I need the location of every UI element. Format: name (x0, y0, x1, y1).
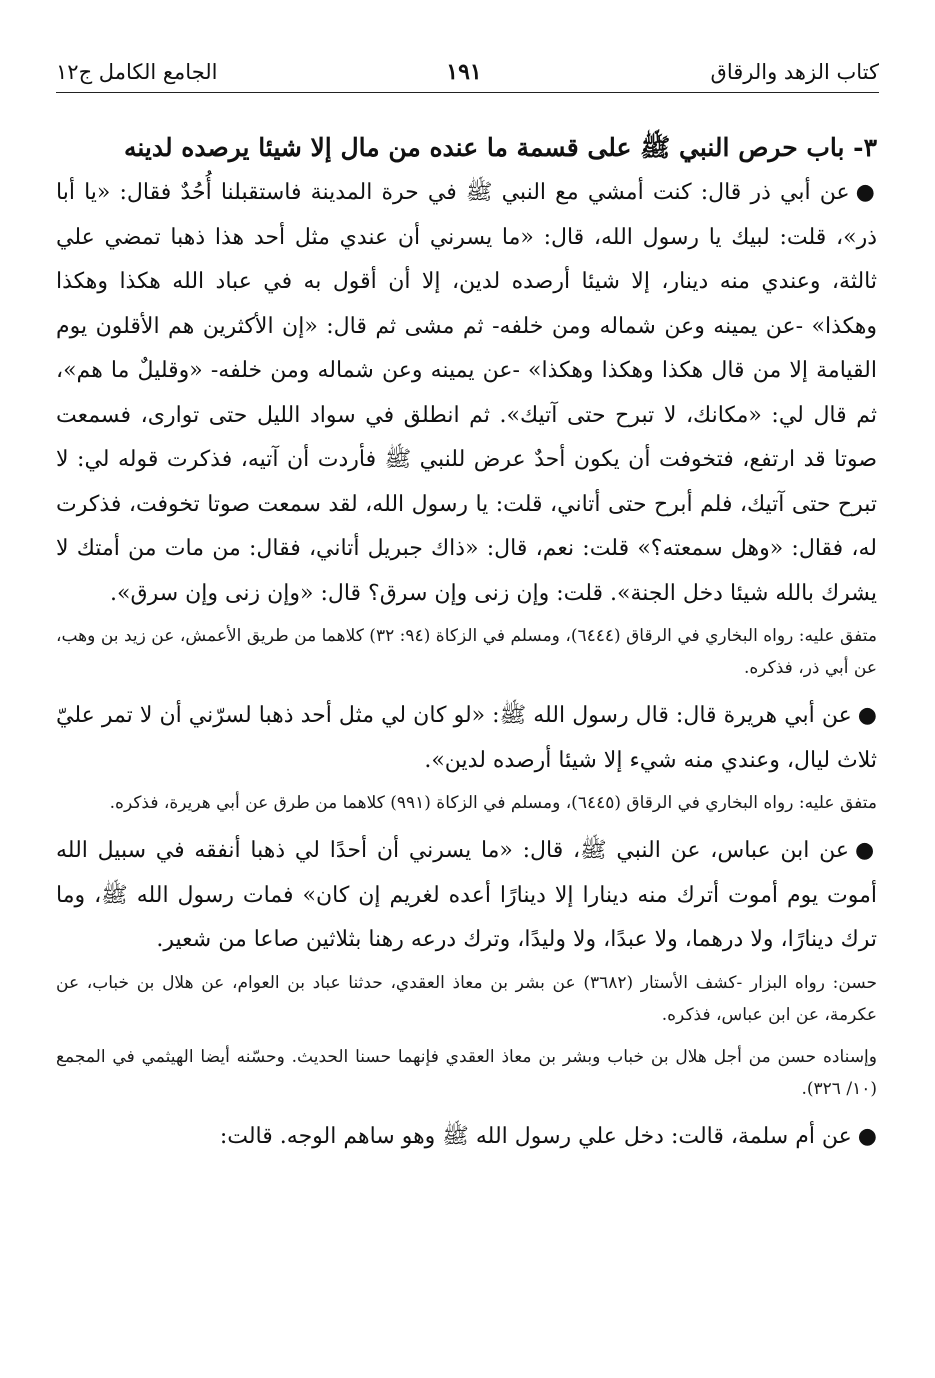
takhrij-note: وإسناده حسن من أجل هلال بن خباب وبشر بن معاذ العقدي فإنهما حسنا الحديث. وحسّنه أيضا الهيثمي في المجمع (١٠/ ٣٢٦). (56, 1046, 877, 1099)
hadith-body: عن أبي ذر قال: كنت أمشي مع النبي ﷺ في حرة المدينة فاستقبلنا أُحُدٌ فقال: «يا أبا ذر»، قلت: لبيك يا رسول الله، قال: «ما يسرني أن عندي مثل أحد هذا ذهبا تمضي علي ثالثة، وعندي منه دينار، إلا شيئا أرصده لدين، إلا أن أقول به في عباد الله هكذا وهكذا وهكذا» -عن يمينه وعن شماله ومن خلفه- ثم مشى ثم قال: «إن الأكثرين هم الأقلون يوم القيامة إلا من قال هكذا وهكذا وهكذا» -عن يمينه وعن شماله ومن خلفه- «وقليلٌ ما هم»، ثم قال لي: «مكانك، لا تبرح حتى آتيك». ثم انطلق في سواد الليل حتى توارى، فسمعت صوتا قد ارتفع، فتخوفت أن يكون أحدٌ عرض للنبي ﷺ فأردت أن آتيه، فذكرت قوله لي: لا تبرح حتى آتيك، فلم أبرح حتى أتاني، قلت: يا رسول الله، لقد سمعت صوتا تخوفت، فذكرت له، فقال: «وهل سمعته؟» قلت: نعم، قال: «ذاك جبريل أتاني، فقال: من مات من أمتك لا يشرك بالله شيئا دخل الجنة». قلت: وإن زنى وإن سرق؟ قال: «وإن زنى وإن سرق». (56, 180, 877, 606)
hadith-block (56, 829, 877, 1105)
header-volume-title: الجامع الكامل ج١٢ (56, 60, 218, 84)
chapter-title: ٣- باب حرص النبي ﷺ على قسمة ما عنده من مال إلا شيئا يرصده لدينه (123, 133, 877, 162)
page-body (56, 130, 877, 1159)
hadith-text (56, 829, 877, 963)
bullet-icon: ● (857, 703, 878, 728)
takhrij-note: متفق عليه: رواه البخاري في الرقاق (٦٤٤٥)، ومسلم في الزكاة (٩٩١) كلاهما من طرق عن أبي هريرة، فذكره. (109, 793, 877, 813)
bullet-icon: ● (855, 180, 877, 205)
hadith-block (56, 171, 877, 684)
hadith-text (56, 1115, 877, 1160)
hadith-body: عن ابن عباس، عن النبي ﷺ، قال: «ما يسرني أن أحدًا لي ذهبا أنفقه في سبيل الله أموت يوم أموت أترك منه دينارا إلا دينارًا أعده لغريم إن كان» فمات رسول الله ﷺ، وما ترك دينارًا، ولا درهما، ولا عبدًا، ولا وليدًا، وترك درعه رهنا بثلاثين صاعا من شعير. (56, 838, 877, 952)
hadith-body: عن أبي هريرة قال: قال رسول الله ﷺ: «لو كان لي مثل أحد ذهبا لسرّني أن لا تمر عليّ ثلاث ليال، وعندي منه شيء إلا شيئا أرصده لدين». (56, 703, 877, 773)
page-number: ١٩١ (446, 59, 482, 85)
hadith-block (56, 1115, 877, 1160)
header-book-section: كتاب الزهد والرقاق (710, 60, 879, 84)
hadith-block (56, 694, 877, 819)
takhrij-note: متفق عليه: رواه البخاري في الرقاق (٦٤٤٤)، ومسلم في الزكاة (٩٤: ٣٢) كلاهما من طريق الأعمش، عن زيد بن وهب، عن أبي ذر، فذكره. (56, 626, 878, 678)
hadith-body: عن أم سلمة، قالت: دخل علي رسول الله ﷺ وهو ساهم الوجه. قالت: (219, 1123, 852, 1149)
bullet-icon: ● (857, 1123, 877, 1149)
takhrij-note: حسن: رواه البزار -كشف الأستار (٣٦٨٢) عن بشر بن معاذ العقدي، حدثنا عباد بن العوام، عن هلال بن خباب، عن عكرمة، عن ابن عباس، فذكره. (56, 972, 877, 1025)
running-header (56, 52, 879, 93)
bullet-icon: ● (855, 838, 877, 863)
hadith-text (56, 694, 877, 783)
hadith-text (56, 171, 877, 616)
